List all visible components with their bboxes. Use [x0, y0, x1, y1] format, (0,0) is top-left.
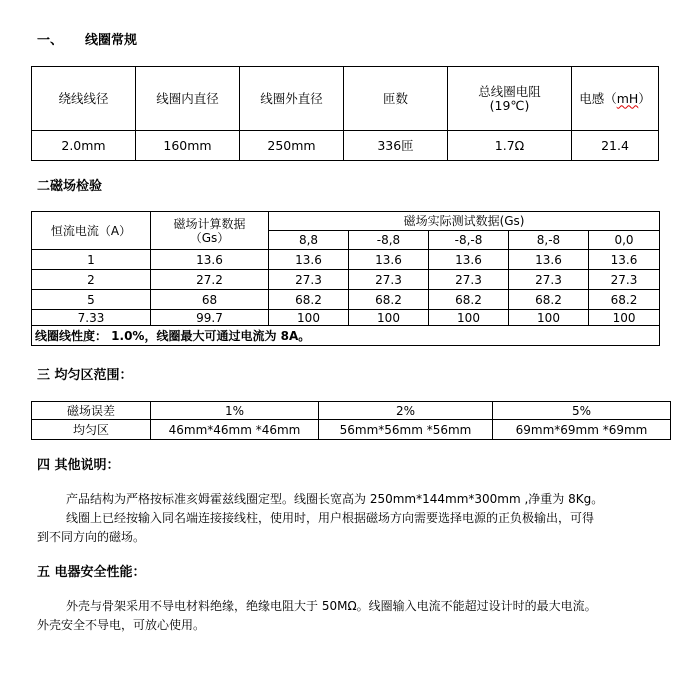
linearity-row	[32, 326, 660, 346]
header-calculated: 磁场计算数据 （Gs）	[151, 212, 269, 250]
measured-cell: 27.3	[589, 270, 660, 290]
section1-number: 一、	[37, 33, 64, 48]
error-label: 磁场误差	[32, 402, 151, 420]
zone-value: 46mm*46mm *46mm	[151, 420, 319, 440]
table-row	[32, 310, 660, 326]
measured-cell: 100	[589, 310, 660, 326]
linearity-note: 线圈线性度： 1.0%，线圈最大可通过电流为 8A。	[32, 326, 660, 346]
header-measured: 磁场实际测试数据(Gs)	[269, 212, 660, 231]
measured-cell: 68.2	[269, 290, 349, 310]
position-header: 8,-8	[509, 231, 589, 250]
measured-cell: 100	[349, 310, 429, 326]
measured-cell: 68.2	[509, 290, 589, 310]
section5-title: 五 电器安全性能：	[37, 565, 146, 580]
measured-cell: 13.6	[429, 250, 509, 270]
zone-label: 均匀区	[32, 420, 151, 440]
calc-cell: 99.7	[151, 310, 269, 326]
header-resistance-label: 总线圈电阻	[478, 83, 541, 99]
position-header: 8,8	[269, 231, 349, 250]
measured-cell: 68.2	[349, 290, 429, 310]
header-current: 恒流电流（A）	[32, 212, 151, 250]
calc-cell: 27.2	[151, 270, 269, 290]
measured-cell: 27.3	[429, 270, 509, 290]
value-inductance: 21.4	[572, 131, 659, 161]
section1-heading	[37, 33, 137, 49]
position-header: -8,-8	[429, 231, 509, 250]
coil-spec-table	[31, 66, 659, 161]
position-header: -8,8	[349, 231, 429, 250]
measured-cell: 27.3	[349, 270, 429, 290]
section3-title: 三 均匀区范围：	[37, 368, 133, 383]
section5-paragraph-1: 外壳与骨架采用不导电材料绝缘，绝缘电阻大于 50MΩ。线圈输入电流不能超过设计时的最大电流。	[66, 599, 597, 613]
inductance-unit: mH	[616, 90, 639, 106]
measured-cell: 68.2	[589, 290, 660, 310]
section1-title: 线圈常规	[85, 33, 138, 48]
current-cell: 5	[32, 290, 151, 310]
current-cell: 1	[32, 250, 151, 270]
header-inner-diameter: 线圈内直径	[136, 67, 240, 131]
zone-value: 56mm*56mm *56mm	[319, 420, 493, 440]
value-turns: 336匝	[344, 131, 448, 161]
coil-spec-value-row	[32, 131, 659, 161]
value-resistance: 1.7Ω	[448, 131, 572, 161]
calc-cell: 13.6	[151, 250, 269, 270]
error-value: 1%	[151, 402, 319, 420]
error-row	[32, 402, 671, 420]
section4-paragraph-2-cont: 到不同方向的磁场。	[37, 530, 146, 544]
table-row	[32, 250, 660, 270]
calc-cell: 68	[151, 290, 269, 310]
measured-cell: 100	[269, 310, 349, 326]
header-wire-diameter: 绕线线径	[32, 67, 136, 131]
field-header-row-1	[32, 212, 660, 231]
measured-cell: 100	[509, 310, 589, 326]
current-cell: 2	[32, 270, 151, 290]
header-total-resistance	[448, 67, 572, 131]
section4-paragraph-2: 线圈上已经按输入同名端连接接线柱，使用时，用户根据磁场方向需要选择电源的正负极输出，可得	[66, 511, 595, 525]
section4-title: 四 其他说明：	[37, 458, 120, 473]
header-outer-diameter: 线圈外直径	[240, 67, 344, 131]
section5-body	[37, 597, 687, 635]
error-value: 2%	[319, 402, 493, 420]
measured-cell: 100	[429, 310, 509, 326]
section2-title: 二磁场检验	[37, 179, 103, 194]
zone-row	[32, 420, 671, 440]
field-test-table	[31, 211, 660, 346]
measured-cell: 68.2	[429, 290, 509, 310]
error-value: 5%	[493, 402, 671, 420]
position-header: 0,0	[589, 231, 660, 250]
measured-cell: 13.6	[589, 250, 660, 270]
zone-value: 69mm*69mm *69mm	[493, 420, 671, 440]
measured-cell: 13.6	[349, 250, 429, 270]
value-inner-diameter: 160mm	[136, 131, 240, 161]
section5-paragraph-1-cont: 外壳安全不导电，可放心使用。	[37, 618, 206, 632]
header-resistance-temp: (19℃)	[489, 97, 530, 113]
coil-spec-header-row	[32, 67, 659, 131]
current-cell: 7.33	[32, 310, 151, 326]
measured-cell: 27.3	[509, 270, 589, 290]
value-wire-diameter: 2.0mm	[32, 131, 136, 161]
header-turns: 匝数	[344, 67, 448, 131]
measured-cell: 27.3	[269, 270, 349, 290]
uniform-zone-table	[31, 401, 671, 440]
table-row	[32, 290, 660, 310]
header-inductance: 电感（mH）	[572, 67, 659, 131]
section4-paragraph-1: 产品结构为严格按标准亥姆霍兹线圈定型。线圈长宽高为 250mm*144mm*300mm ,净重为 8Kg。	[66, 492, 604, 506]
table-row	[32, 270, 660, 290]
section4-body	[37, 490, 687, 547]
measured-cell: 13.6	[269, 250, 349, 270]
measured-cell: 13.6	[509, 250, 589, 270]
value-outer-diameter: 250mm	[240, 131, 344, 161]
